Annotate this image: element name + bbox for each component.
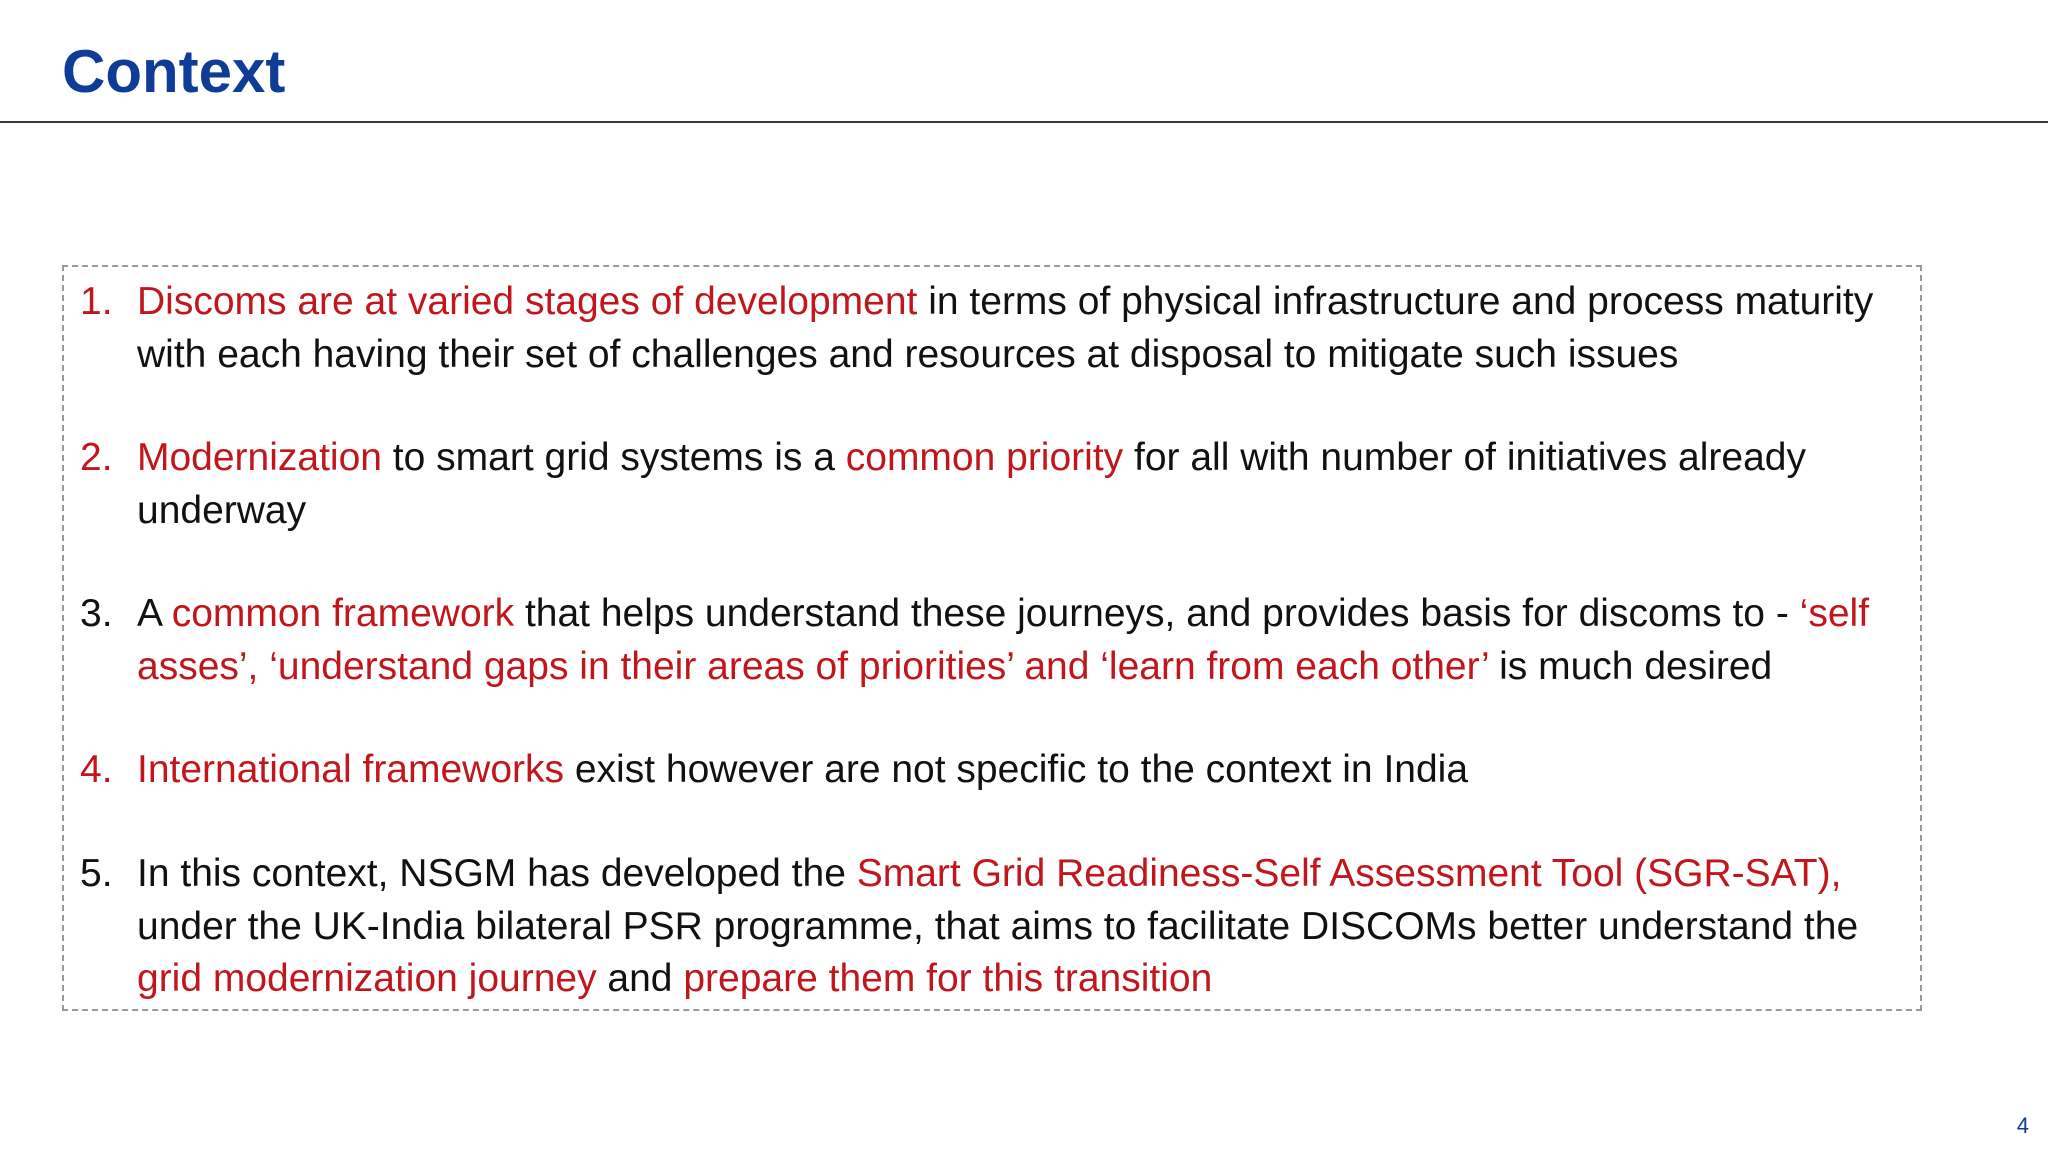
point-5 <box>80 848 1920 1006</box>
point-5-body: In this context, NSGM has developed the <box>137 852 857 895</box>
point-3-text <box>137 588 1920 693</box>
context-points-box <box>62 265 1922 1011</box>
point-5-highlight: prepare them for this transition <box>683 957 1213 1000</box>
page-number: 4 <box>2016 1113 2029 1138</box>
point-4 <box>80 744 1920 797</box>
point-3-body: that helps understand these journeys, and provides basis for discoms to - <box>514 592 1800 635</box>
point-3-body: A <box>137 592 172 635</box>
point-2-text <box>137 432 1920 537</box>
point-4-highlight: International frameworks <box>137 748 565 791</box>
slide-title: Context <box>62 38 286 105</box>
point-3-number: 3. <box>80 592 113 635</box>
point-5-body: and <box>596 957 684 1000</box>
point-2-highlight: common priority <box>845 436 1124 479</box>
point-1-highlight: Discoms are at varied stages of development <box>137 280 918 323</box>
point-1-number: 1. <box>80 280 113 323</box>
point-5-highlight: Smart Grid Readiness-Self Assessment Tool (SGR-SAT), <box>856 852 1842 895</box>
point-3-highlight: common framework <box>171 592 515 635</box>
point-3-highlight: ‘self asses’, ‘understand gaps in their areas of priorities’ and ‘learn from each other’ <box>137 592 1870 688</box>
point-5-number: 5. <box>80 852 113 895</box>
point-5-body: under the UK-India bilateral PSR programme, that aims to facilitate DISCOMs better understand the <box>137 904 1859 948</box>
point-2-number: 2. <box>80 436 113 479</box>
point-2 <box>80 432 1920 537</box>
point-3-body: is much desired <box>1488 644 1773 688</box>
point-4-number: 4. <box>80 748 113 791</box>
point-3 <box>80 588 1920 693</box>
point-2-highlight: Modernization <box>137 436 382 479</box>
point-5-text <box>137 848 1920 1006</box>
point-1-body: in terms of physical infrastructure and process maturity with each having their set of challenges and resources at disposal to mitigate such issues <box>137 280 1874 376</box>
point-4-body: exist however are not specific to the context in India <box>564 748 1469 791</box>
title-divider <box>0 121 2048 123</box>
point-5-highlight: grid modernization journey <box>137 957 597 1000</box>
point-1-text <box>137 276 1920 381</box>
point-1 <box>80 276 1920 381</box>
point-2-body: for all with number of initiatives already underway <box>137 436 1806 532</box>
point-2-body: to smart grid systems is a <box>381 436 846 479</box>
point-4-text <box>137 744 1920 797</box>
